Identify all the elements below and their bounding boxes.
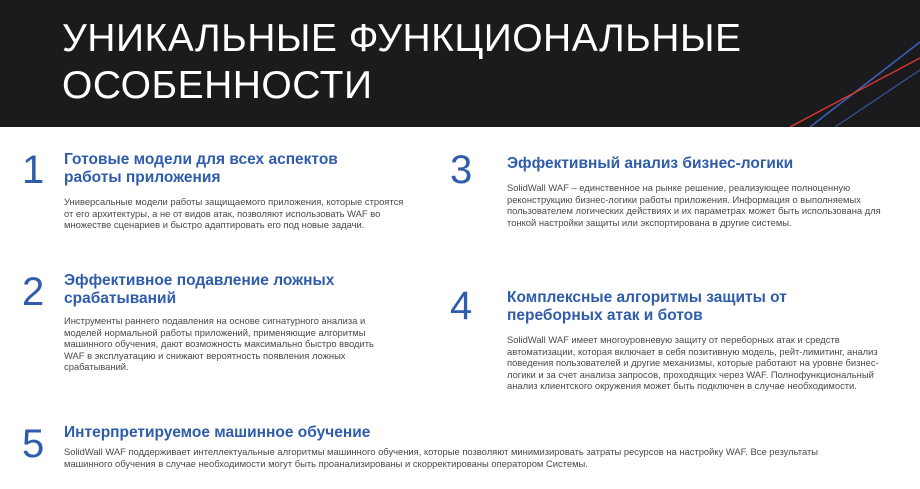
- feature-title: Интерпретируемое машинное обучение: [64, 424, 371, 441]
- feature-text: SolidWall WAF – единственное на рынке решение, реализующее полноценную реконструкцию бизнес-логики работы приложения. Информация о выполняемых пользователем логических действиях и их параметрах может быть использована для тонкой настройки защиты или экспортирована в другие системы.: [507, 182, 881, 228]
- title-line-2: ОСОБЕННОСТИ: [62, 64, 373, 107]
- feature-title: Комплексные алгоритмы защиты от переборных атак и ботов: [507, 289, 787, 324]
- feature-number: 2: [22, 270, 45, 314]
- feature-text: SolidWall WAF поддерживает интеллектуальные алгоритмы машинного обучения, которые позволяют минимизировать затраты ресурсов на настройку WAF. Все результаты машинного обучения в случае необходимости могут быть проанализированы и скорректированы оператором Системы.: [64, 446, 819, 469]
- feature-number: 3: [450, 148, 473, 192]
- feature-number: 4: [450, 284, 473, 328]
- page-title: [62, 15, 741, 109]
- slide-header: [0, 0, 920, 127]
- feature-text: SolidWall WAF имеет многоуровневую защиту от переборных атак и средств автоматизации, которая включает в себя позитивную модель, рейт-лимитинг, анализ поведения пользователей и другие механизмы, которые работают на уровне бизнес-логики и за счет анализа запросов, проходящих через WAF. Полнофункциональный анализ клиентского окружения может быть подключен в случае необходимости.: [507, 334, 879, 392]
- feature-number: 1: [22, 148, 45, 192]
- feature-text: Универсальные модели работы защищаемого приложения, которые строятся от его архитектуры, а не от видов атак, позволяют использовать WAF во множестве сценариев и быстро адаптировать его под новые задачи.: [64, 196, 404, 231]
- title-line-1: УНИКАЛЬНЫЕ ФУНКЦИОНАЛЬНЫЕ: [62, 17, 742, 60]
- feature-text: Инструменты раннего подавления на основе сигнатурного анализа и моделей нормальной работы приложений, применяющие алгоритмы машинного обучения, дают возможность максимально быстро вводить WAF в эксплуатацию и снижают вероятность появления ложных срабатываний.: [64, 315, 374, 373]
- feature-title: Эффективное подавление ложных срабатываний: [64, 272, 335, 307]
- accent-line-blue: [810, 42, 920, 127]
- feature-title: Эффективный анализ бизнес-логики: [507, 155, 794, 172]
- accent-line-red: [790, 58, 920, 127]
- feature-number: 5: [22, 422, 45, 466]
- feature-title: Готовые модели для всех аспектов работы приложения: [64, 151, 338, 186]
